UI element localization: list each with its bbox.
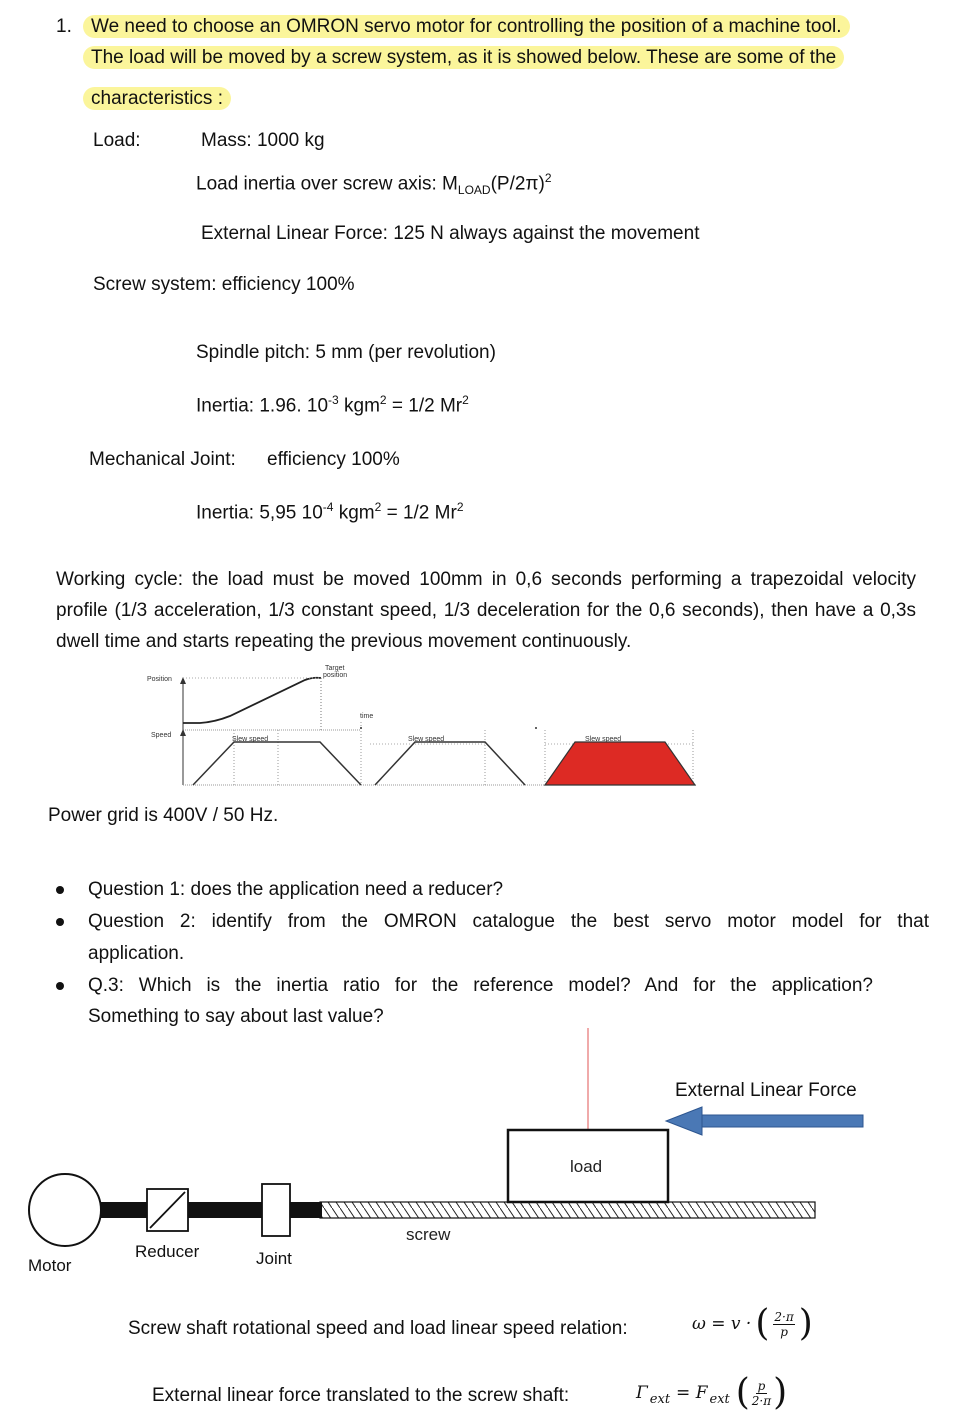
target-label-2: position	[323, 672, 348, 679]
joint-label: Mechanical Joint:	[89, 449, 236, 470]
velocity-profile-figure	[145, 662, 705, 792]
position-axis-label: Position	[147, 676, 172, 683]
joint-shaft	[290, 1202, 322, 1218]
question-2-cont: application.	[88, 943, 185, 964]
question-2: Question 2: identify from the OMRON catalogue the best servo motor model for that	[88, 911, 929, 932]
bullet-3	[56, 982, 64, 990]
slew-speed-label-2: Slew speed	[408, 736, 445, 743]
screw-pitch: Spindle pitch: 5 mm (per revolution)	[196, 342, 496, 363]
power-grid: Power grid is 400V / 50 Hz.	[48, 805, 279, 826]
intro-line-2: The load will be moved by a screw system, as it is showed below. These are some of the	[83, 46, 844, 69]
force-frac-den: 2·π	[751, 1393, 772, 1408]
reducer-block	[147, 1189, 188, 1231]
question-1: Question 1: does the application need a reducer?	[88, 879, 504, 900]
screw-system-label: Screw system: efficiency 100%	[93, 274, 355, 295]
joint-block	[262, 1184, 290, 1236]
speed-plot	[180, 722, 697, 785]
force-frac-num: p	[757, 1378, 766, 1393]
mechanical-diagram	[20, 1028, 870, 1244]
speed-relation-formula: ω = v · ( $\frac{2\cdot\pi}{p}$ )	[692, 1303, 813, 1344]
screw-label: screw	[406, 1225, 451, 1244]
time-axis-label: time	[360, 713, 374, 720]
force-relation-formula: Γ ext = F ext ( $\frac{p}{2\cdot\pi}$ )	[636, 1372, 788, 1413]
screw-shaft	[320, 1202, 815, 1218]
slew-speed-label-3: Slew speed	[585, 736, 622, 743]
load-force: External Linear Force: 125 N always against the movement	[201, 223, 700, 244]
load-inertia: Load inertia over screw axis: $M_{LOAD}(P/2\pi)^2$	[196, 171, 552, 198]
load-label: Load:	[93, 130, 141, 151]
position-curve	[183, 678, 321, 723]
motor-circle	[29, 1174, 101, 1246]
speed-trapezoid-3-filled	[545, 742, 695, 785]
speed-trapezoid-1	[193, 742, 361, 785]
question-3: Q.3: Which is the inertia ratio for the reference model? And for the application?	[88, 975, 873, 996]
intro-line-3: characteristics :	[83, 87, 231, 110]
intermediate-shaft	[188, 1202, 262, 1218]
speed-frac-num: 2·π	[774, 1309, 794, 1324]
screw-inertia: Inertia: 1.96. $10^{-3}$ kgm$^2$ = 1/2 Mr$^2$	[196, 393, 469, 417]
external-force-label: External Linear Force	[675, 1080, 857, 1101]
intro-line-1: We need to choose an OMRON servo motor for controlling the position of a machine tool.	[83, 15, 850, 38]
force-relation-text: External linear force translated to the screw shaft:	[152, 1385, 570, 1406]
bullet-2	[56, 918, 64, 926]
speed-frac-den: p	[780, 1324, 788, 1339]
joint-diagram-label: Joint	[256, 1249, 292, 1268]
load-mass: Mass: 1000 kg	[201, 130, 325, 151]
motor-label: Motor	[28, 1256, 72, 1275]
joint-efficiency: efficiency 100%	[267, 449, 400, 470]
problem-number: 1.	[56, 16, 72, 37]
question-3-cont: Something to say about last value?	[88, 1006, 384, 1027]
working-cycle: Working cycle: the load must be moved 100mm in 0,6 seconds performing a trapezoidal velocity profile (1/3 acceleration, 1/3 constant speed, 1/3 deceleration for the 0,6 seconds), then have a 0,3s dwell time and starts repeating the previous movement continuously.	[56, 569, 916, 652]
slew-speed-label-1: Slew speed	[232, 736, 269, 743]
reducer-label: Reducer	[135, 1242, 200, 1261]
load-label-text: load	[570, 1157, 603, 1176]
external-force-arrow	[666, 1107, 863, 1135]
motor-shaft	[100, 1202, 150, 1218]
joint-inertia: Inertia: 5,95 $10^{-4}$ kgm$^2$ = 1/2 Mr$^2$	[196, 500, 464, 524]
position-plot	[180, 677, 361, 730]
bullet-1	[56, 886, 64, 894]
speed-relation-text: Screw shaft rotational speed and load linear speed relation:	[128, 1318, 628, 1339]
speed-axis-label: Speed	[151, 732, 172, 739]
target-label-1: Target	[325, 665, 345, 672]
speed-trapezoid-2	[375, 742, 525, 785]
